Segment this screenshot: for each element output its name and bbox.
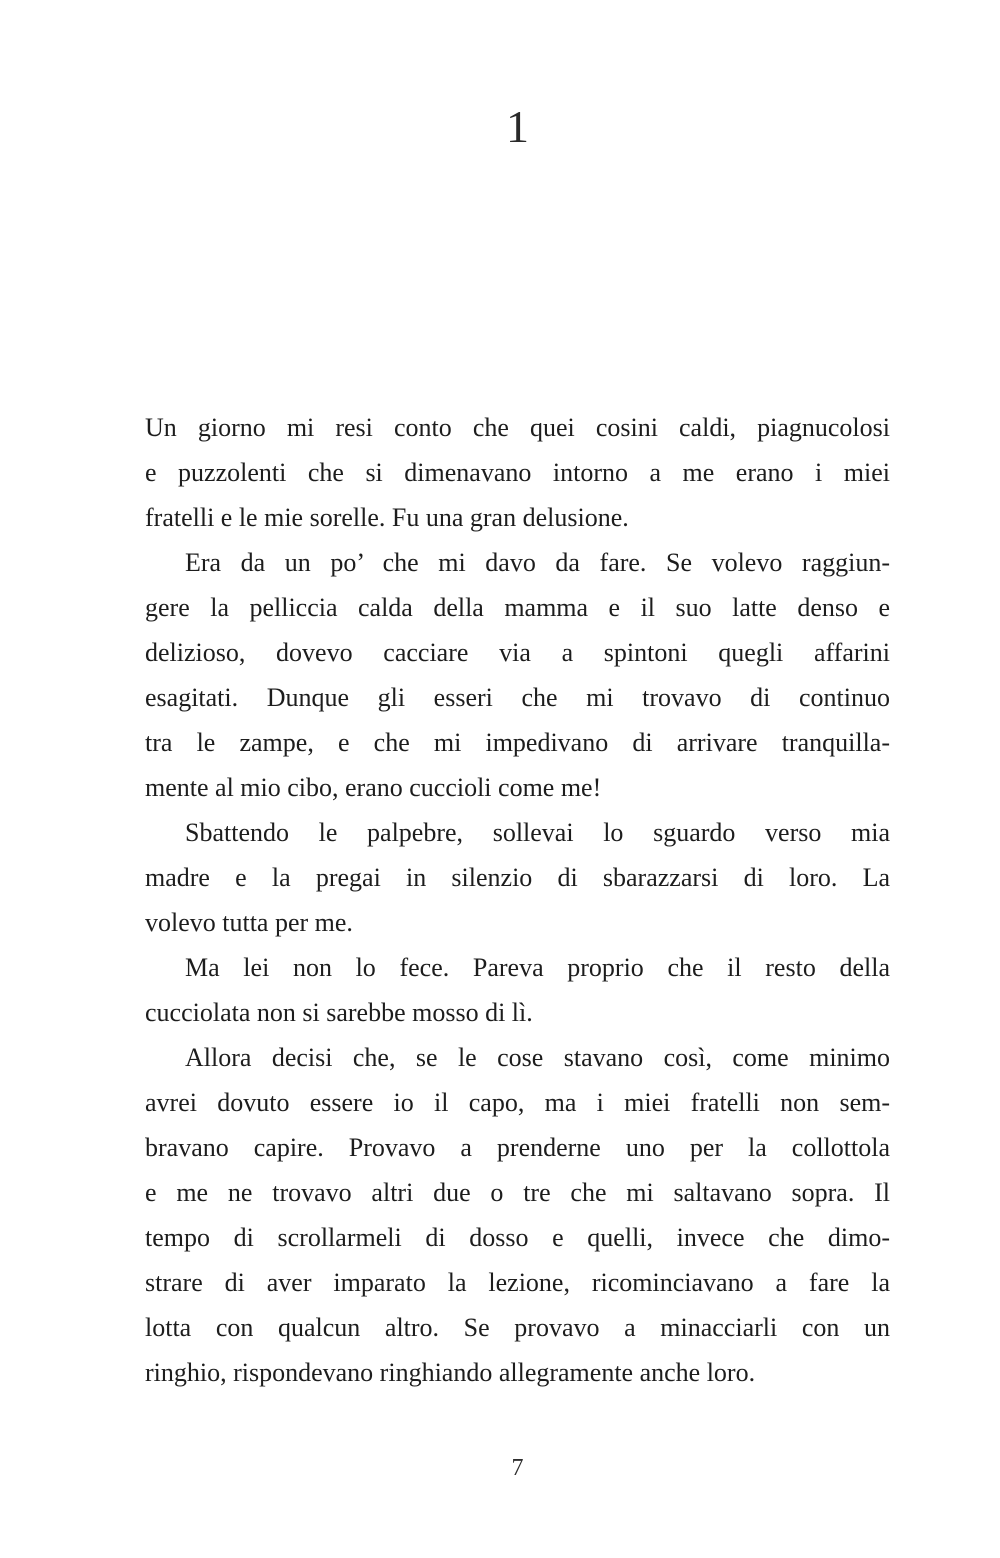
paragraph [145,405,890,540]
text-line: gere la pelliccia calda della mamma e il suo latte denso e [145,593,890,622]
text-line: delizioso, dovevo cacciare via a spintoni quegli affarini [145,638,890,667]
text-line: e puzzolenti che si dimenavano intorno a me erano i miei [145,458,890,487]
text-line: madre e la pregai in silenzio di sbarazzarsi di loro. La [145,863,890,892]
paragraph [145,810,890,945]
text-line: strare di aver imparato la lezione, ricominciavano a fare la [145,1268,890,1297]
text-line: avrei dovuto essere io il capo, ma i miei fratelli non sem- [145,1088,890,1117]
text-line: tempo di scrollarmeli di dosso e quelli, invece che dimo- [145,1223,890,1252]
text-line: tra le zampe, e che mi impedivano di arrivare tranquilla- [145,728,890,757]
text-line: e me ne trovavo altri due o tre che mi saltavano sopra. Il [145,1178,890,1207]
text-line: lotta con qualcun altro. Se provavo a minacciarli con un [145,1313,890,1342]
text-line: volevo tutta per me. [145,908,353,937]
text-line: Allora decisi che, se le cose stavano così, come minimo [185,1043,890,1072]
text-line: Sbattendo le palpebre, sollevai lo sguardo verso mia [185,818,890,847]
paragraph [145,945,890,1035]
text-line: bravano capire. Provavo a prenderne uno per la collottola [145,1133,890,1162]
text-line: fratelli e le mie sorelle. Fu una gran delusione. [145,503,629,532]
paragraph [145,540,890,810]
text-line: Era da un po’ che mi davo da fare. Se volevo raggiun- [185,548,890,577]
text-line: cucciolata non si sarebbe mosso di lì. [145,998,533,1027]
text-line: Ma lei non lo fece. Pareva proprio che il resto della [185,953,890,982]
page-number: 7 [511,1455,524,1481]
text-line: mente al mio cibo, erano cuccioli come me! [145,773,602,802]
text-line: ringhio, rispondevano ringhiando allegramente anche loro. [145,1358,756,1387]
text-line: Un giorno mi resi conto che quei cosini caldi, piagnucolosi [145,413,890,442]
body-text [145,405,890,1395]
paragraph [145,1035,890,1395]
chapter-number: 1 [506,101,529,152]
text-line: esagitati. Dunque gli esseri che mi trovavo di continuo [145,683,890,712]
